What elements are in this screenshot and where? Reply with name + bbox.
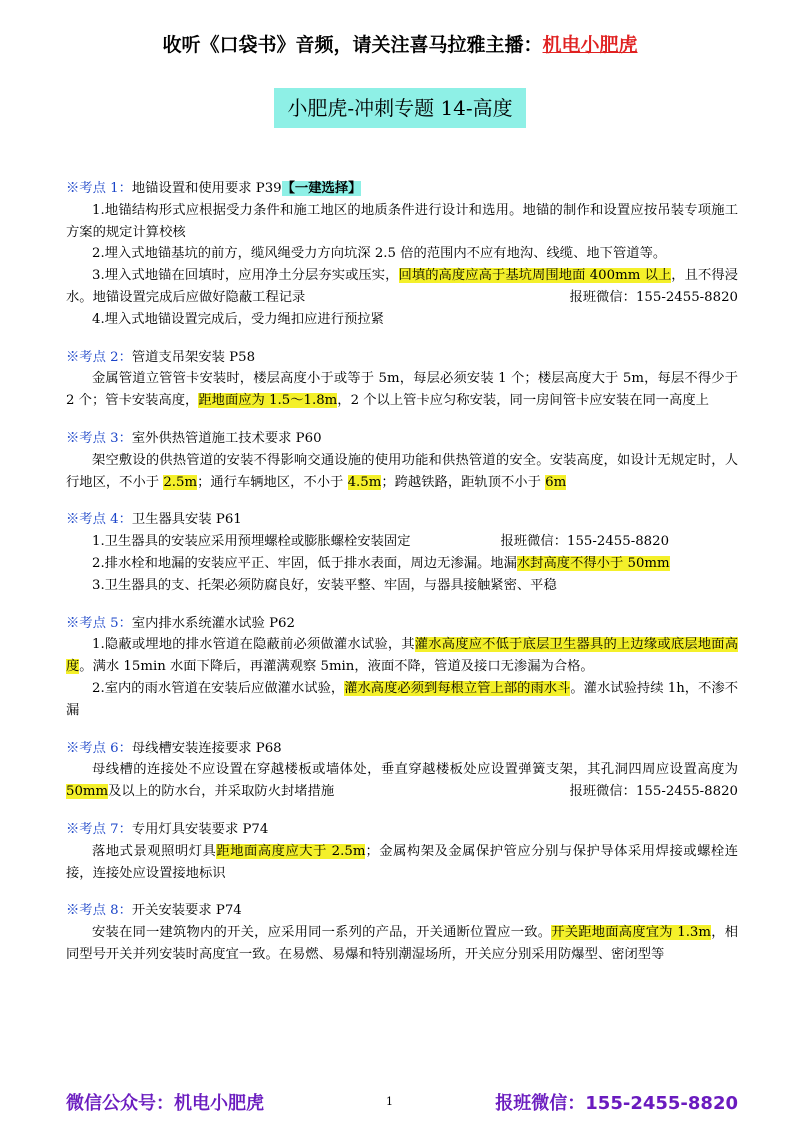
section-4 xyxy=(66,509,738,596)
section-3 xyxy=(66,428,738,493)
section-heading xyxy=(66,347,738,369)
section-heading xyxy=(66,738,738,760)
text-run: 架空敷设的供热管道的安装不得影响交通设施的使用功能和供热管道的安全。安装高度，如设计无规定时，人行地区，不小于 xyxy=(66,452,738,490)
section-6 xyxy=(66,738,738,803)
section-title: 专用灯具安装要求 P74 xyxy=(131,821,269,837)
text-run: 4.埋入式地锚设置完成后，受力绳扣应进行预拉紧 xyxy=(92,311,384,327)
wechat-note: 报班微信：155-2455-8820 xyxy=(569,784,738,800)
text-run: 及以上的防水台，并采取防火封堵措施 xyxy=(108,784,335,800)
section-badge: 【一建选择】 xyxy=(281,181,362,196)
section-tag: ※考点 4： xyxy=(66,512,132,528)
highlight-text: 回填的高度应高于基坑周围地面 400mm 以上 xyxy=(398,268,672,284)
section-tag: ※考点 1： xyxy=(66,181,132,196)
text-run: 1.卫生器具的安装应采用预埋螺栓或膨胀螺栓安装固定 xyxy=(92,534,411,550)
text-run: 2.室内的雨水管道在安装后应做灌水试验， xyxy=(92,680,345,696)
section-5 xyxy=(66,613,738,722)
document-body xyxy=(66,178,738,982)
paragraph xyxy=(66,841,738,885)
page-header xyxy=(0,30,800,57)
paragraph xyxy=(66,243,738,265)
section-heading xyxy=(66,509,738,531)
section-tag: ※考点 5： xyxy=(66,615,132,631)
section-title: 母线槽安装连接要求 P68 xyxy=(131,740,282,756)
text-run: 安装在同一建筑物内的开关，应采用同一系列的产品，开关通断位置应一致。 xyxy=(92,925,552,941)
highlight-text: 灌水高度必须到每根立管上部的雨水斗 xyxy=(344,680,571,696)
text-run: 2.排水栓和地漏的安装应平正、牢固，低于排水表面，周边无渗漏。地漏 xyxy=(92,555,517,571)
document-title: 小肥虎-冲刺专题 14-高度 xyxy=(274,88,526,128)
paragraph xyxy=(66,368,738,412)
section-heading xyxy=(66,819,738,841)
section-8 xyxy=(66,900,738,965)
text-run: ，2 个以上管卡应匀称安装，同一房间管卡应安装在同一高度上 xyxy=(337,393,709,409)
text-run: 。灌水试验持续 1h，不渗不漏 xyxy=(66,680,738,718)
page-number: 1 xyxy=(386,1095,393,1108)
text-run: ；通行车辆地区，不小于 xyxy=(197,474,348,490)
paragraph xyxy=(66,678,738,722)
text-run: ；金属构架及金属保护管应分别与保护导体采用焊接或螺栓连接，连接处应设置接地标识 xyxy=(66,843,739,881)
highlight-text: 灌水高度应不低于底层卫生器具的上边缘或底层地面高度 xyxy=(66,637,739,675)
section-heading xyxy=(66,613,738,635)
highlight-text: 水封高度不得小于 50mm xyxy=(516,555,670,571)
section-tag: ※考点 2： xyxy=(66,349,132,365)
section-2 xyxy=(66,347,738,412)
paragraph xyxy=(66,309,738,331)
section-title: 卫生器具安装 P61 xyxy=(131,512,242,528)
highlight-text: 4.5m xyxy=(347,474,382,490)
text-run: 3.埋入式地锚在回填时，应用净土分层夯实或压实， xyxy=(92,268,399,284)
wechat-note: 报班微信：155-2455-8820 xyxy=(500,534,670,550)
text-run: 1.地锚结构形式应根据受力条件和施工地区的地质条件进行设计和选用。地锚的制作和设置应按吊装专项施工方案的规定计算校核 xyxy=(66,202,738,240)
paragraph xyxy=(66,450,738,494)
section-heading xyxy=(66,900,738,922)
paragraph xyxy=(66,575,738,597)
section-1 xyxy=(66,178,738,331)
highlight-text: 6m xyxy=(545,474,567,490)
section-title: 地锚设置和使用要求 P39 xyxy=(131,181,282,196)
section-7 xyxy=(66,819,738,884)
section-title: 开关安装要求 P74 xyxy=(131,903,242,919)
text-run: 金属管道立管管卡安装时，楼层高度小于或等于 5m，每层必须安装 1 个；楼层高度大于 5m，每层不得少于 2 个；管卡安装高度， xyxy=(66,371,738,409)
footer-wechat-account: 微信公众号：机电小肥虎 xyxy=(66,1093,264,1114)
paragraph xyxy=(66,922,738,966)
paragraph xyxy=(66,634,738,678)
section-tag: ※考点 3： xyxy=(66,430,132,446)
highlight-text: 开关距地面高度宜为 1.3m xyxy=(551,925,711,941)
text-run: 2.埋入式地锚基坑的前方，缆风绳受力方向坑深 2.5 倍的范围内不应有地沟、线缆、地下管道等。 xyxy=(92,246,667,262)
paragraph xyxy=(66,759,738,803)
section-title: 管道支吊架安装 P58 xyxy=(131,349,256,365)
highlight-text: 距地面应为 1.5～1.8m xyxy=(198,393,338,409)
footer-wechat-contact: 报班微信：155-2455-8820 xyxy=(495,1093,738,1114)
paragraph xyxy=(66,553,738,575)
section-heading xyxy=(66,428,738,450)
section-tag: ※考点 6： xyxy=(66,740,132,756)
section-title: 室外供热管道施工技术要求 P60 xyxy=(131,430,322,446)
header-prefix: 收听《口袋书》音频，请关注喜马拉雅主播： xyxy=(162,34,543,56)
highlight-text: 50mm xyxy=(66,784,109,800)
paragraph xyxy=(66,200,738,244)
text-run: ，且不得浸水。地锚设置完成后应做好隐蔽工程记录 xyxy=(66,268,739,305)
text-run: 母线槽的连接处不应设置在穿越楼板或墙体处，垂直穿越楼板处应设置弹簧支架，其孔洞四周应设置高度为 xyxy=(92,762,738,778)
highlight-text: 2.5m xyxy=(163,474,198,490)
paragraph xyxy=(66,265,738,309)
section-tag: ※考点 7： xyxy=(66,821,132,837)
section-tag: ※考点 8： xyxy=(66,903,132,919)
paragraph xyxy=(66,531,738,553)
section-title: 室内排水系统灌水试验 P62 xyxy=(131,615,295,631)
highlight-text: 距地面高度应大于 2.5m xyxy=(216,843,366,859)
text-run: ；跨越铁路，距轨顶不小于 xyxy=(381,474,546,490)
wechat-note: 报班微信：155-2455-8820 xyxy=(569,289,738,305)
section-heading xyxy=(66,178,738,200)
header-brand-link[interactable]: 机电小肥虎 xyxy=(542,34,638,56)
text-run: 。满水 15min 水面下降后，再灌满观察 5min，液面不降，管道及接口无渗漏为合格。 xyxy=(79,659,594,675)
text-run: 落地式景观照明灯具 xyxy=(92,843,217,859)
text-run: 3.卫生器具的支、托架必须防腐良好，安装平整、牢固，与器具接触紧密、平稳 xyxy=(92,577,557,593)
text-run: 1.隐蔽或埋地的排水管道在隐蔽前必须做灌水试验，其 xyxy=(92,637,415,653)
text-run: ，相同型号开关并列安装时高度宜一致。在易燃、易爆和特别潮湿场所，开关应分别采用防爆型、密闭型等 xyxy=(66,925,739,962)
